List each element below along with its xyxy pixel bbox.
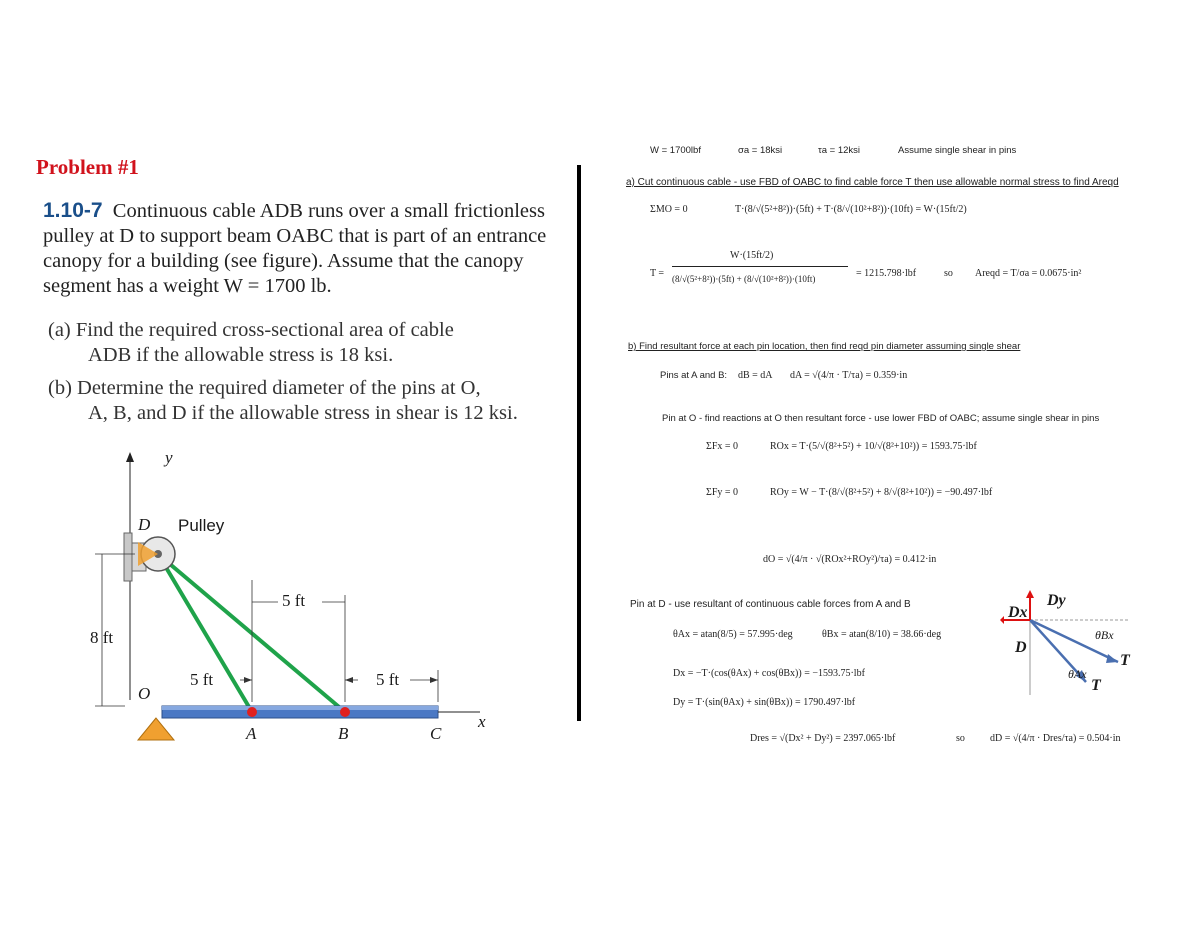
dim-right-end-icon bbox=[430, 677, 438, 683]
t-numerator: W·(15ft/2) bbox=[730, 250, 774, 261]
label-c: C bbox=[430, 724, 442, 743]
part-a-question bbox=[48, 318, 558, 368]
fbd-theta-bx: θBx bbox=[1095, 628, 1114, 642]
fbd-dx-arrow-icon bbox=[1000, 616, 1004, 624]
fbd-t-label-1: T bbox=[1120, 652, 1130, 669]
roy-result: ROy = W − T·(8/√(8²+5²) + 8/√(8²+10²)) = −90.497·lbf bbox=[770, 487, 993, 498]
given-tau: τa = 12ksi bbox=[818, 145, 861, 156]
pin-d-note: Pin at D - use resultant of continuous cable forces from A and B bbox=[630, 599, 911, 610]
part-a-line-2: ADB if the allowable stress is 18 ksi. bbox=[88, 344, 394, 366]
fbd-theta-ax: θAx bbox=[1068, 667, 1087, 681]
label-o: O bbox=[138, 684, 151, 703]
dim-left-arrow-icon bbox=[244, 677, 252, 683]
fbd-dy-arrow-icon bbox=[1026, 590, 1034, 598]
pin-a bbox=[247, 707, 257, 717]
moment-equation: T·(8/√(5²+8²))·(5ft) + T·(8/√(10²+8²))·(10ft) = W·(15ft/2) bbox=[735, 204, 967, 215]
dim-right-label: 5 ft bbox=[376, 670, 400, 689]
fbd-dy-label: Dy bbox=[1047, 592, 1066, 609]
moment-lhs: ΣMO = 0 bbox=[650, 204, 688, 215]
t-denominator: (8/√(5²+8²))·(5ft) + (8/√(10²+8²))·(10ft) bbox=[672, 274, 816, 284]
fbd-t-label-2: T bbox=[1091, 677, 1101, 694]
rox-result: ROx = T·(5/√(8²+5²) + 10/√(8²+10²)) = 1593.75·lbf bbox=[770, 441, 977, 452]
theta-ax: θAx = atan(8/5) = 57.995·deg bbox=[673, 629, 793, 640]
label-d: D bbox=[138, 515, 151, 534]
area-required: Areqd = T/σa = 0.0675·in² bbox=[975, 268, 1082, 279]
problem-number: 1.10-7 bbox=[43, 199, 103, 222]
dim-left-label: 5 ft bbox=[190, 670, 214, 689]
support-o-icon bbox=[138, 718, 174, 740]
given-note: Assume single shear in pins bbox=[898, 145, 1017, 156]
beam-highlight bbox=[162, 706, 438, 710]
dd-result: dD = √(4/π · Dres/τa) = 0.504·in bbox=[990, 733, 1121, 744]
t-fraction-bar bbox=[672, 266, 848, 267]
part-b-question bbox=[48, 376, 558, 426]
problem-statement bbox=[43, 198, 553, 299]
pin-b bbox=[340, 707, 350, 717]
given-w: W = 1700lbf bbox=[650, 145, 701, 156]
dy-result: Dy = T·(sin(θAx) + sin(θBx)) = 1790.497·lbf bbox=[673, 697, 856, 708]
dres-result: Dres = √(Dx² + Dy²) = 2397.065·lbf bbox=[750, 733, 896, 744]
pulley-label: Pulley bbox=[178, 516, 225, 535]
part-a-heading: a) Cut continuous cable - use FBD of OABC to find cable force T then use allowable normal stress to find Areqd bbox=[626, 177, 1119, 188]
fbd-d-label: D bbox=[1015, 639, 1027, 656]
y-axis-label: y bbox=[165, 448, 173, 467]
sum-fx: ΣFx = 0 bbox=[706, 441, 739, 452]
part-b-heading: b) Find resultant force at each pin location, then find reqd pin diameter assuming single shear bbox=[628, 341, 1021, 352]
t-lhs: T = bbox=[650, 268, 665, 279]
x-axis-label: x bbox=[478, 712, 486, 731]
theta-bx: θBx = atan(8/10) = 38.66·deg bbox=[822, 629, 942, 640]
y-axis-arrow-icon bbox=[126, 452, 134, 462]
label-a: A bbox=[246, 724, 257, 743]
part-b-line-1: (b) Determine the required diameter of the pins at O, bbox=[48, 377, 481, 399]
t-result: = 1215.798·lbf bbox=[856, 268, 917, 279]
dx-result: Dx = −T·(cos(θAx) + cos(θBx)) = −1593.75·lbf bbox=[673, 668, 865, 679]
pins-ab-label: Pins at A and B: bbox=[660, 370, 728, 381]
cable-db bbox=[158, 554, 345, 712]
given-sigma: σa = 18ksi bbox=[738, 145, 783, 156]
wall-plate bbox=[124, 533, 132, 581]
db-equals-da: dB = dA bbox=[738, 370, 773, 381]
part-b-line-2: A, B, and D if the allowable stress in shear is 12 ksi. bbox=[88, 402, 518, 424]
part-b-so: so bbox=[956, 733, 965, 744]
problem-title: Problem #1 bbox=[36, 155, 139, 179]
dim-right-arrow-icon bbox=[345, 677, 353, 683]
vertical-divider bbox=[577, 165, 581, 721]
fbd-dx-label: Dx bbox=[1008, 604, 1028, 621]
label-b: B bbox=[338, 724, 349, 743]
part-a-line-1: (a) Find the required cross-sectional area of cable bbox=[48, 319, 454, 341]
da-result: dA = √(4/π · T/τa) = 0.359·in bbox=[790, 370, 908, 381]
dim-top-label: 5 ft bbox=[282, 591, 306, 610]
sum-fy: ΣFy = 0 bbox=[706, 487, 739, 498]
do-result: dO = √(4/π · √(ROx²+ROy²)/τa) = 0.412·in bbox=[763, 554, 937, 565]
problem-statement-text: Continuous cable ADB runs over a small frictionless pulley at D to support beam OABC that is part of an entrance canopy for a building (see figure). Assume that the canopy segment has a weight W = 1700 lb. bbox=[43, 200, 547, 297]
pin-o-note: Pin at O - find reactions at O then resultant force - use lower FBD of OABC; assume single shear in pins bbox=[662, 413, 1100, 424]
part-a-so: so bbox=[944, 268, 953, 279]
fbd-cable-b-arrow-icon bbox=[1106, 654, 1118, 663]
dim-height-label: 8 ft bbox=[90, 628, 114, 647]
